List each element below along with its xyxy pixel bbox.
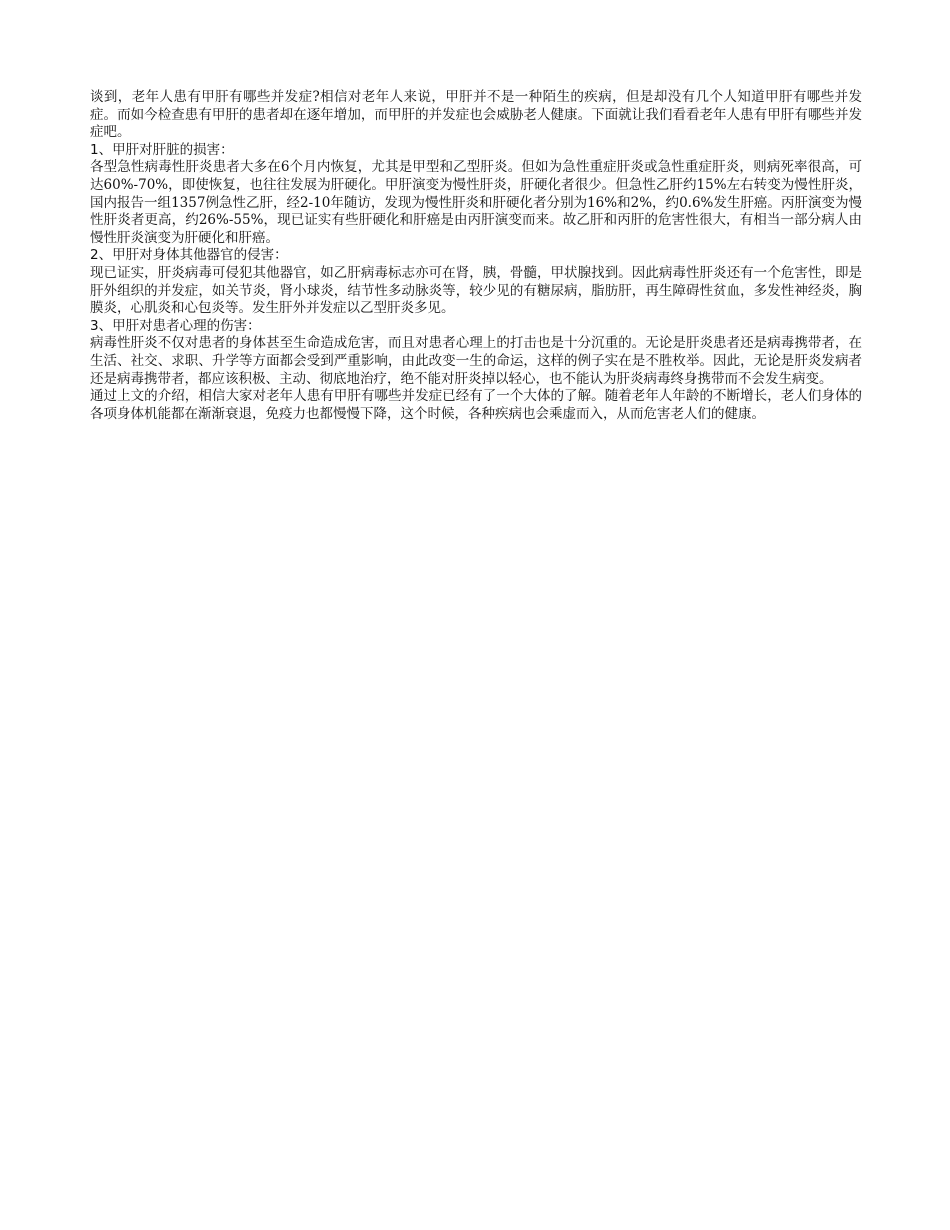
conclusion-paragraph: 通过上文的介绍，相信大家对老年人患有甲肝有哪些并发症已经有了一个大体的了解。随着老年人年龄的不断增长，老人们身体的各项身体机能都在渐渐衰退，免疫力也都慢慢下降，这个时候，各种疾病也会乘虚而入，从而危害老人们的健康。 [90, 388, 862, 422]
section-3-heading: 3、甲肝对患者心理的伤害： [90, 317, 261, 334]
section-2-heading: 2、甲肝对身体其他器官的侵害： [90, 247, 288, 264]
section-2-paragraph: 现已证实，肝炎病毒可侵犯其他器官，如乙肝病毒标志亦可在肾，胰，骨髓，甲状腺找到。因此病毒性肝炎还有一个危害性，即是肝外组织的并发症，如关节炎，肾小球炎，结节性多动脉炎等，较少见的有糖尿病，脂肪肝，再生障碍性贫血，多发性神经炎，胸膜炎，心肌炎和心包炎等。发生肝外并发症以乙型肝炎多见。 [90, 264, 862, 317]
section-3-paragraph: 病毒性肝炎不仅对患者的身体甚至生命造成危害，而且对患者心理上的打击也是十分沉重的。无论是肝炎患者还是病毒携带者，在生活、社交、求职、升学等方面都会受到严重影响，由此改变一生的命运，这样的例子实在是不胜枚举。因此，无论是肝炎发病者还是病毒携带者，都应该积极、主动、彻底地治疗，绝不能对肝炎掉以轻心，也不能认为肝炎病毒终身携带而不会发生病变。 [90, 335, 862, 387]
section-1-heading: 1、甲肝对肝脏的损害： [90, 141, 234, 158]
intro-paragraph: 谈到，老年人患有甲肝有哪些并发症?相信对老年人来说，甲肝并不是一种陌生的疾病，但是却没有几个人知道甲肝有哪些并发症。而如今检查患有甲肝的患者却在逐年增加，而甲肝的并发症也会威胁老人健康。下面就让我们看看老年人患有甲肝有哪些并发症吧。 [90, 89, 862, 141]
article-body [90, 89, 862, 423]
section-1-paragraph: 各型急性病毒性肝炎患者大多在6个月内恢复，尤其是甲型和乙型肝炎。但如为急性重症肝炎或急性重症肝炎，则病死率很高，可达60%-70%，即使恢复，也往往发展为肝硬化。甲肝演变为慢性肝炎，肝硬化者很少。但急性乙肝约15%左右转变为慢性肝炎，国内报告一组1357例急性乙肝，经2-10年随访，发现为慢性肝炎和肝硬化者分别为16%和2%，约0.6%发生肝癌。丙肝演变为慢性肝炎者更高，约26%-55%，现已证实有些肝硬化和肝癌是由丙肝演变而来。故乙肝和丙肝的危害性很大，有相当一部分病人由慢性肝炎演变为肝硬化和肝癌。 [90, 159, 862, 246]
